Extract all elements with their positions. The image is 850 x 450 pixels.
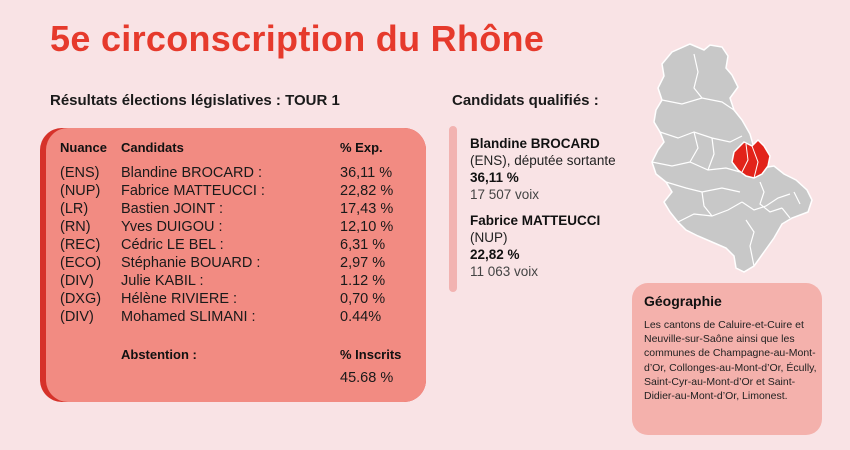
- row-percent: 0,70 %: [340, 291, 386, 307]
- row-candidate: Yves DUIGOU :: [121, 219, 223, 235]
- header-candidats: Candidats: [121, 140, 184, 155]
- row-percent: 12,10 %: [340, 219, 394, 235]
- row-candidate: Cédric LE BEL :: [121, 237, 224, 253]
- page-title: 5e circonscription du Rhône: [50, 18, 545, 59]
- row-nuance: (ENS): [60, 165, 100, 181]
- header-exp: % Exp.: [340, 140, 383, 155]
- results-card: [46, 128, 426, 402]
- qualified-candidate: [470, 135, 616, 203]
- row-candidate: Mohamed SLIMANI :: [121, 309, 256, 325]
- table-row: [46, 219, 426, 237]
- row-percent: 22,82 %: [340, 183, 394, 199]
- table-row: [46, 165, 426, 183]
- row-candidate: Fabrice MATTEUCCI :: [121, 183, 265, 199]
- row-candidate: Stéphanie BOUARD :: [121, 255, 261, 271]
- row-candidate: Julie KABIL :: [121, 273, 204, 289]
- table-row: [46, 273, 426, 291]
- row-candidate: Blandine BROCARD :: [121, 165, 263, 181]
- table-row: [46, 255, 426, 273]
- qualified-votes: 17 507 voix: [470, 187, 540, 202]
- geography-card: [632, 283, 822, 435]
- qualified-accent-bar: [449, 126, 457, 292]
- row-nuance: (DIV): [60, 273, 94, 289]
- abstention-value: 45.68 %: [340, 370, 394, 386]
- row-percent: 0.44%: [340, 309, 382, 325]
- qualified-candidate: [470, 212, 600, 280]
- table-row: [46, 291, 426, 309]
- qualified-party: (NUP): [470, 230, 508, 245]
- qualified-heading: Candidats qualifiés :: [452, 92, 599, 109]
- header-nuance: Nuance: [60, 140, 107, 155]
- row-percent: 2,97 %: [340, 255, 386, 271]
- geography-title: Géographie: [644, 293, 722, 309]
- rhone-map: [642, 42, 814, 274]
- qualified-name: Blandine BROCARD: [470, 136, 600, 151]
- abstention-header: % Inscrits: [340, 347, 402, 362]
- row-nuance: (LR): [60, 201, 89, 217]
- geography-text: Les cantons de Caluire-et-Cuire et Neuville-sur-Saône ainsi que les communes de Champagne-au-Mont-d’Or, Collonges-au-Mont-d’Or, Écully, Saint-Cyr-au-Mont-d’Or et Saint-Didier-au-Mont-d’Or, Limonest.: [644, 319, 817, 403]
- qualified-votes: 11 063 voix: [470, 264, 539, 279]
- qualified-percent: 36,11 %: [470, 170, 519, 185]
- qualified-name: Fabrice MATTEUCCI: [470, 213, 601, 228]
- results-heading: Résultats élections législatives : TOUR 1: [50, 92, 340, 109]
- row-nuance: (DIV): [60, 309, 94, 325]
- row-percent: 1.12 %: [340, 273, 386, 289]
- row-percent: 36,11 %: [340, 165, 393, 181]
- row-nuance: (RN): [60, 219, 91, 235]
- abstention-label: Abstention :: [121, 347, 197, 362]
- qualified-party: (ENS), députée sortante: [470, 153, 616, 168]
- table-row: [46, 201, 426, 219]
- row-nuance: (REC): [60, 237, 101, 253]
- row-nuance: (DXG): [60, 291, 102, 307]
- table-row: [46, 183, 426, 201]
- row-candidate: Hélène RIVIERE :: [121, 291, 238, 307]
- table-row: [46, 237, 426, 255]
- rhone-department-shape: [652, 44, 812, 272]
- row-nuance: (NUP): [60, 183, 101, 199]
- qualified-percent: 22,82 %: [470, 247, 520, 262]
- row-percent: 17,43 %: [340, 201, 394, 217]
- row-percent: 6,31 %: [340, 237, 386, 253]
- row-candidate: Bastien JOINT :: [121, 201, 224, 217]
- table-row: [46, 309, 426, 327]
- row-nuance: (ECO): [60, 255, 102, 271]
